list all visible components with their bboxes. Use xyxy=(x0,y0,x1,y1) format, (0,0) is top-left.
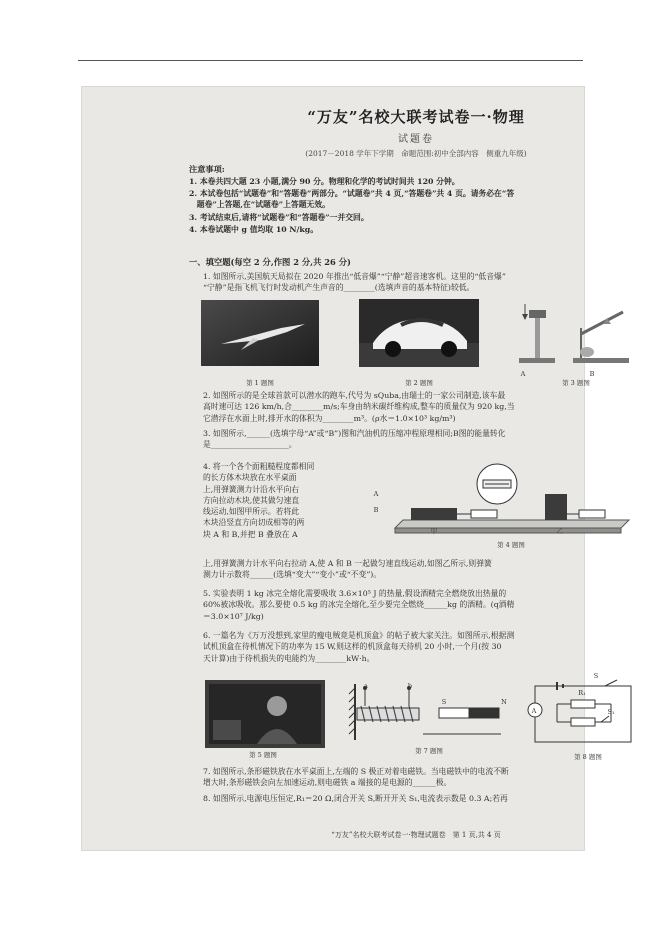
note-line: 题卷”上答题,在“试题卷”上答题无效。 xyxy=(189,200,330,209)
question-line: 3. 如图所示,______(选填字母“A”或“B”)图和汽油机的压缩冲程原理相同;B图的能量转化 xyxy=(203,429,506,438)
circuit-label-r1: R₁ xyxy=(578,689,586,697)
figure-jet xyxy=(201,300,319,366)
note-line: 3. 考试结束后,请将“试题卷”和“答题卷”一并交回。 xyxy=(189,213,369,222)
question-line: 测力计示数将______(选填“变大”“变小”或“不变”)。 xyxy=(203,570,382,580)
question-line: 60%被冰吸收。那么要使 0.5 kg 的冰完全熔化,至少要完全燃烧______kg 的酒精。(q酒精 xyxy=(203,600,515,610)
section-heading: 一、填空题(每空 2 分,作图 2 分,共 26 分) xyxy=(189,257,351,267)
figure-label-jia: 甲 xyxy=(430,527,438,535)
question-6 xyxy=(203,630,514,664)
figure-caption: 第 2 题图 xyxy=(405,379,433,387)
question-line: 4. 将一个各个面粗糙程度都相同 xyxy=(203,462,315,471)
question-line: 1. 如图所示,美国航天局拟在 2020 年推出“低音爆”“宁静”超音速客机。这里的“低音爆” xyxy=(203,272,506,281)
figure-label-a: A xyxy=(520,370,526,378)
question-line: 块 A 和 B,并把 B 叠放在 A xyxy=(203,529,298,539)
figure-caption: 第 1 题图 xyxy=(246,379,274,387)
note-line: 1. 本卷共四大题 23 小题,满分 90 分。物理和化学的考试时间共 120 分钟。 xyxy=(189,177,460,186)
figure-label-b: B xyxy=(589,370,595,378)
exam-photo xyxy=(81,86,615,851)
notes-heading: 注意事项: xyxy=(189,164,225,174)
question-line: “宁静”是指飞机飞行时发动机产生声音的________(选填声音的基本特征)较低。 xyxy=(203,283,475,293)
figure-experiments xyxy=(511,298,633,372)
magnet-label-n: N xyxy=(501,698,507,706)
question-line: 高时速可达 126 km/h,合________m/s;车身由纳米碳纤维构成,整车的质量仅为 920 kg,当 xyxy=(203,402,515,412)
question-line: 增大时,条形磁铁会向左加速运动,则电磁铁 a 端接的是电源的______极。 xyxy=(203,778,452,788)
question-line: 试机顶盒在待机情况下的功率为 15 W,则这样的机顶盒每天待机 20 小时,一个月(按 30 xyxy=(203,642,502,652)
figure-caption: 第 3 题图 xyxy=(562,379,590,387)
question-line: 上,用弹簧测力计水平向右拉动 A,使 A 和 B 一起做匀速直线运动,如图乙所示,则弹簧 xyxy=(203,559,492,568)
figure-label-b: b xyxy=(407,682,413,690)
question-line: 木块沿竖直方向切成相等的两 xyxy=(203,518,305,528)
note-line: 2. 本试卷包括“试题卷”和“答题卷”两部分。“试题卷”共 4 页,“答题卷”共 4 页。请务必在“答 xyxy=(189,189,515,198)
figure-caption: 第 7 题图 xyxy=(415,747,443,755)
question-2 xyxy=(203,390,515,424)
figure-caption: 第 8 题图 xyxy=(574,753,602,761)
question-line: 它潜浮在水面上时,排开水的体积为________m³。(ρ水＝1.0×10³ kg/m³) xyxy=(203,413,456,423)
question-line: 是____________________。 xyxy=(203,440,297,450)
question-line: 6. 一篇名为《万万没想到,家里的瘦电贼竟是机顶盒》的帖子被大家关注。如图所示,根据测 xyxy=(203,631,515,640)
figure-label-a: a xyxy=(364,682,368,690)
question-line: 5. 实验表明 1 kg 冰完全熔化需要吸收 3.6×10⁵ J 的热量,假设酒精完全燃烧放出热量的 xyxy=(203,589,507,598)
question-line: 线运动,如图甲所示。若将此 xyxy=(203,507,300,517)
question-line: 天计算)由于待机损失的电能约为________kW·h。 xyxy=(203,653,375,663)
question-line: 7. 如图所示,条形磁铁放在水平桌面上,左端的 S 极正对着电磁铁。当电磁铁中的电流不断 xyxy=(203,767,509,776)
question-line: 上,用弹簧测力计沿水平向右 xyxy=(203,484,300,494)
question-4-cont xyxy=(203,558,492,581)
figure-caption: 第 4 题图 xyxy=(497,541,525,549)
question-7 xyxy=(203,766,509,789)
exam-subtitle: 试题卷 xyxy=(398,134,434,145)
figure-label-yi: 乙 xyxy=(556,527,564,535)
figure-car xyxy=(359,299,479,367)
circuit-label-s: S xyxy=(593,672,599,680)
page-footer: “万友”名校大联考试卷一·物理试题卷 第 1 页,共 4 页 xyxy=(331,831,501,839)
circuit-label-a: A xyxy=(531,707,537,715)
magnet-label-s: S xyxy=(441,698,447,706)
question-1 xyxy=(203,271,506,294)
question-line: 的长方体木块放在水平桌面 xyxy=(203,473,297,483)
exam-title: “万友”名校大联考试卷一·物理 xyxy=(307,108,525,126)
exam-meta: (2017－2018 学年下学期 命题范围:初中全部内容 侧重九年级) xyxy=(305,149,527,158)
question-line: 2. 如图所示的是全球首款可以潜水的跑车,代号为 sQuba,由瑞士的一家公司制造,该车最 xyxy=(203,391,506,400)
question-4 xyxy=(203,461,383,540)
question-line: 8. 如图所示,电源电压恒定,R₁＝20 Ω,闭合开关 S,断开开关 S₁,电流表示数是 0.3 A;若再 xyxy=(203,794,508,803)
figure-tv-photo xyxy=(205,680,325,748)
question-line: 方向拉动木块,使其做匀速直 xyxy=(203,495,300,505)
question-line: ＝3.0×10⁷ J/kg) xyxy=(203,611,264,621)
figure-caption: 第 5 题图 xyxy=(249,751,277,759)
figure-label-b: B xyxy=(373,506,379,514)
question-5 xyxy=(203,588,514,622)
figure-label-a: A xyxy=(373,490,379,498)
question-3 xyxy=(203,428,506,451)
figure-electromagnet xyxy=(347,682,503,742)
question-8 xyxy=(203,793,508,804)
page-top-rule xyxy=(78,60,583,61)
note-line: 4. 本卷试题中 g 值均取 10 N/kg。 xyxy=(189,225,319,234)
circuit-label-s1: S₁ xyxy=(607,708,615,716)
